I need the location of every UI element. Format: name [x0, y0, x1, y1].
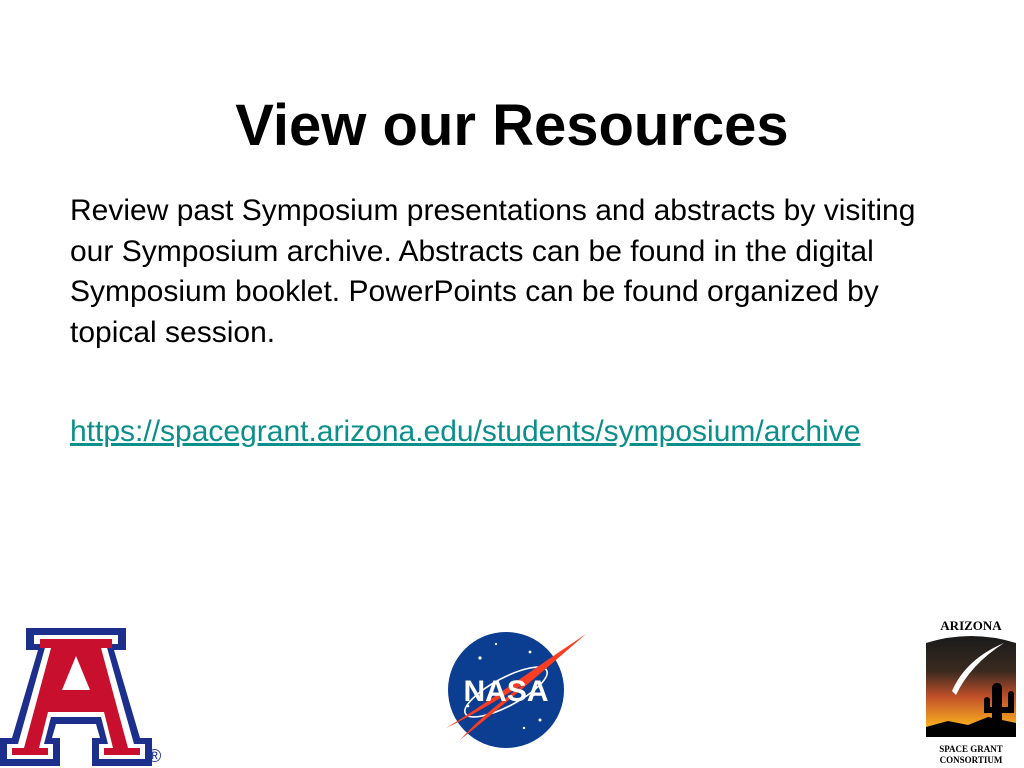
asgc-top-text: ARIZONA: [940, 618, 1002, 633]
nasa-wordmark: NASA: [463, 675, 549, 708]
university-of-arizona-logo: [0, 626, 170, 768]
body-paragraph: Review past Symposium presentations and abstracts by visiting our Symposium archive. Abstracts can be found in the digital Symposium booklet. PowerPoints can be found organized by topical session.: [70, 194, 916, 349]
asgc-bottom-line2: CONSORTIUM: [939, 755, 1003, 765]
asgc-bottom-line1: SPACE GRANT: [939, 744, 1003, 754]
ua-registered-mark: ®: [148, 746, 162, 766]
nasa-logo: [440, 628, 590, 750]
slide-title: View our Resources: [235, 93, 789, 158]
arizona-space-grant-logo: [918, 615, 1024, 768]
archive-link[interactable]: https://spacegrant.arizona.edu/students/symposium/archive: [70, 415, 861, 448]
slide-body: [70, 191, 930, 353]
